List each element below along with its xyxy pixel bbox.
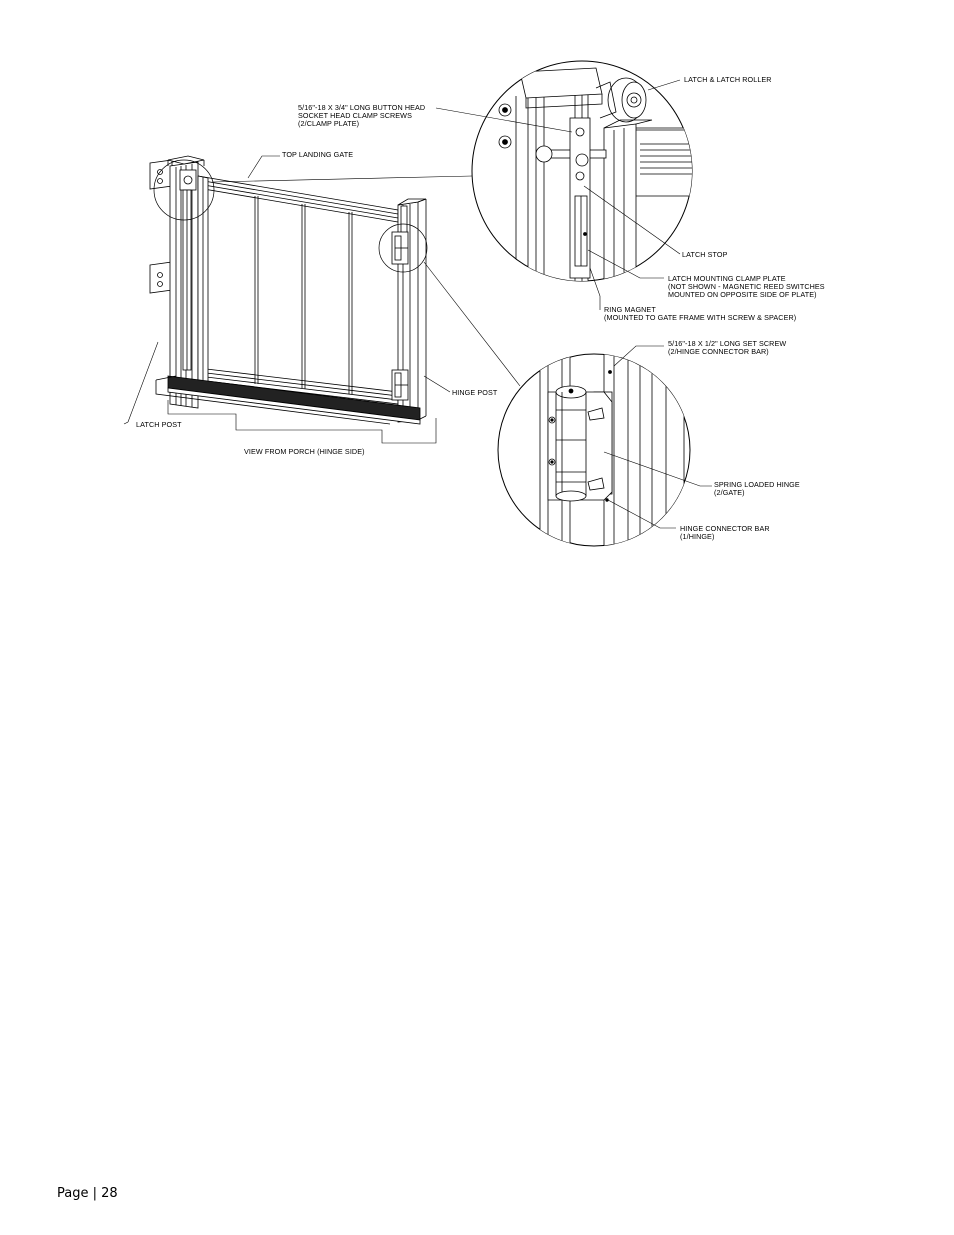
label-latch-stop: LATCH STOP bbox=[682, 250, 728, 259]
upper-hinge-main bbox=[392, 232, 408, 264]
label-ring-magnet-line1: RING MAGNET bbox=[604, 305, 656, 314]
label-clamp-screws-line1: 5/16"-18 X 3/4" LONG BUTTON HEAD bbox=[298, 103, 426, 112]
footer-page-word: Page bbox=[57, 1186, 89, 1201]
label-set-screw-line2: (2/HINGE CONNECTOR BAR) bbox=[668, 347, 769, 356]
label-clamp-screws-line3: (2/CLAMP PLATE) bbox=[298, 119, 360, 128]
label-connector-bar-line2: (1/HINGE) bbox=[680, 532, 715, 541]
hinge-detail-view bbox=[498, 346, 715, 554]
label-spring-hinge-line2: (2/GATE) bbox=[714, 488, 745, 497]
label-connector-bar-line1: HINGE CONNECTOR BAR bbox=[680, 524, 770, 533]
label-ring-magnet-line2: (MOUNTED TO GATE FRAME WITH SCREW & SPACER) bbox=[604, 313, 797, 322]
label-latch-mounting-plate-line3: MOUNTED ON OPPOSITE SIDE OF PLATE) bbox=[668, 290, 817, 299]
label-latch-post: LATCH POST bbox=[136, 420, 182, 429]
callout-labels bbox=[136, 75, 825, 541]
label-set-screw-line1: 5/16"-18 X 1/2" LONG SET SCREW bbox=[668, 339, 787, 348]
label-latch-roller: LATCH & LATCH ROLLER bbox=[684, 75, 772, 84]
label-view-caption: VIEW FROM PORCH (HINGE SIDE) bbox=[244, 447, 365, 456]
label-hinge-post: HINGE POST bbox=[452, 388, 498, 397]
gate-assembly-view bbox=[124, 156, 520, 443]
label-latch-mounting-plate-line1: LATCH MOUNTING CLAMP PLATE bbox=[668, 274, 786, 283]
wall-bracket-lower bbox=[150, 262, 172, 293]
label-top-landing-gate: TOP LANDING GATE bbox=[282, 150, 354, 159]
gate-frame bbox=[198, 176, 398, 404]
page-footer bbox=[57, 1186, 118, 1201]
lower-hinge-main bbox=[392, 370, 408, 400]
label-spring-hinge-line1: SPRING LOADED HINGE bbox=[714, 480, 800, 489]
footer-separator: | bbox=[92, 1186, 98, 1201]
latch-detail-view bbox=[436, 61, 700, 310]
label-clamp-screws-line2: SOCKET HEAD CLAMP SCREWS bbox=[298, 111, 412, 120]
footer-page-number: 28 bbox=[101, 1186, 118, 1201]
label-latch-mounting-plate-line2: (NOT SHOWN - MAGNETIC REED SWITCHES bbox=[668, 282, 825, 291]
